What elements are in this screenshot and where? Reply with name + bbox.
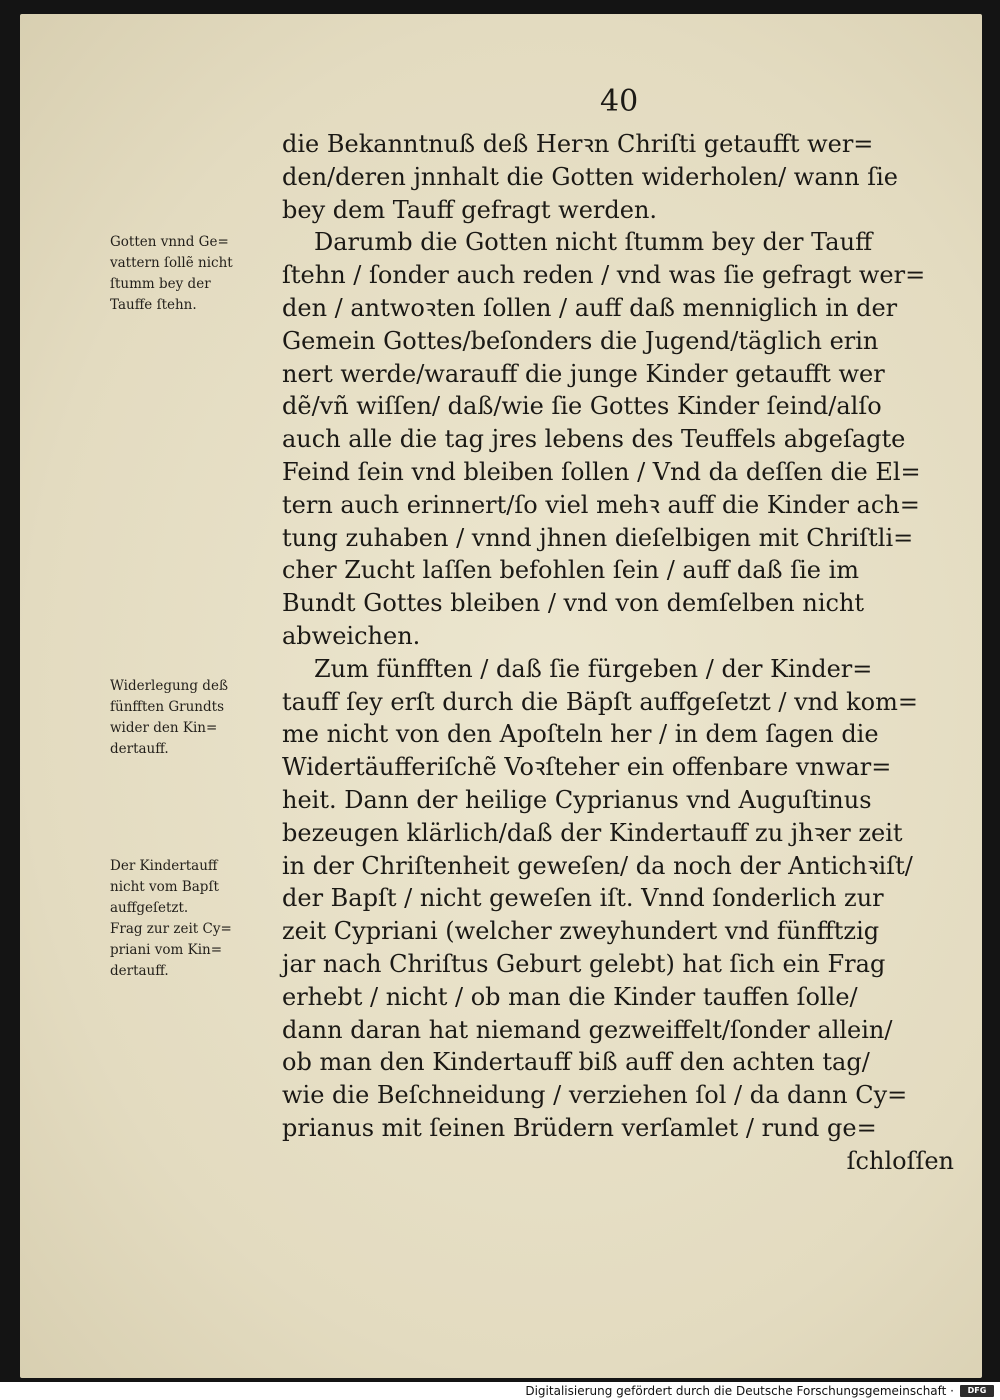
margin-note-line: ſtumm bey der (110, 276, 211, 292)
text-line: erhebt / nicht / ob man die Kinder tauffen ſolle/ (282, 982, 858, 1011)
margin-note-line: vattern ſollẽ nicht (110, 255, 233, 271)
text-line: Bundt Gottes bleiben / vnd von demſelben nicht (282, 589, 865, 618)
margin-note-godparents (110, 232, 288, 316)
funding-credit: Digitalisierung gefördert durch die Deutsche Forschungsgemeinschaft · (525, 1384, 954, 1398)
margin-note-line: Gotten vnnd Ge= (110, 234, 229, 250)
text-line: tern auch erinnert/ſo viel mehꝛ auff die Kinder ach= (282, 490, 920, 519)
text-line: Zum fünfften / daß ſie fürgeben / der Kinder= (314, 654, 873, 683)
text-line: jar nach Chriſtus Geburt gelebt) hat ſich ein Frag (282, 949, 886, 978)
margin-note-line: dertauff. (110, 963, 169, 979)
text-line: Feind ſein vnd bleiben ſollen / Vnd da deſſen die El= (282, 457, 921, 486)
margin-note-line: nicht vom Bapſt (110, 879, 219, 895)
dfg-logo-icon: DFG (960, 1385, 994, 1397)
margin-note-infant-baptism (110, 856, 288, 982)
text-line: der Bapſt / nicht geweſen iſt. Vnnd ſonderlich zur (282, 884, 884, 913)
text-line: bey dem Tauff gefragt werden. (282, 195, 658, 224)
text-line: Widertäufferiſchẽ Voꝛſteher ein offenbare vnwar= (282, 753, 892, 782)
text-line: den / antwoꝛten ſollen / auff daß menniglich in der (282, 293, 898, 322)
margin-note-line: auffgeſetzt. (110, 900, 189, 916)
text-line: tung zuhaben / vnnd jhnen dieſelbigen mit Chriſtli= (282, 523, 914, 552)
text-line: wie die Beſchneidung / verziehen ſol / da dann Cy= (282, 1081, 908, 1110)
text-line: prianus mit ſeinen Brüdern verſamlet / rund ge= (282, 1113, 877, 1142)
margin-note-line: Der Kindertauff (110, 858, 218, 874)
text-line: Gemein Gottes/beſonders die Jugend/täglich erin (282, 326, 879, 355)
catchword: ſchloſſen (846, 1146, 954, 1175)
text-line: Darumb die Gotten nicht ſtumm bey der Tauff (314, 228, 873, 257)
margin-note-line: wider den Kin= (110, 720, 218, 736)
margin-note-line: Widerlegung deß (110, 678, 228, 694)
text-line: bezeugen klärlich/daß der Kindertauff zu jhꝛer zeit (282, 818, 903, 847)
text-line: tauff ſey erſt durch die Bäpſt auffgeſetzt / vnd kom= (282, 687, 918, 716)
text-line: dẽ/vñ wiſſen/ daß/wie ſie Gottes Kinder ſeind/alſo (282, 392, 882, 421)
main-text-block (282, 128, 962, 1178)
text-line: ob man den Kindertauff biß auff den achten tag/ (282, 1048, 870, 1077)
page-number: 40 (600, 84, 639, 119)
text-line: me nicht von den Apoſteln her / in dem ſagen die (282, 720, 879, 749)
digitization-footer (0, 1382, 1000, 1400)
text-line: heit. Dann der heilige Cyprianus vnd Auguſtinus (282, 785, 872, 814)
text-line: in der Chriſtenheit geweſen/ da noch der Antichꝛiſt/ (282, 851, 913, 880)
text-line: zeit Cypriani (welcher zweyhundert vnd fünfftzig (282, 917, 880, 946)
text-line: die Bekanntnuß deß Herꝛn Chriſti getaufft wer= (282, 130, 874, 158)
margin-note-line: dertauff. (110, 741, 169, 757)
margin-note-line: Tauffe ſtehn. (110, 297, 197, 313)
text-line: nert werde/warauff die junge Kinder getaufft wer (282, 359, 885, 388)
text-line: cher Zucht laſſen befohlen ſein / auff daß ſie im (282, 556, 860, 585)
margin-note-refutation (110, 676, 288, 760)
margin-note-line: Frag zur zeit Cy= (110, 921, 232, 937)
text-line: auch alle die tag jres lebens des Teuffels abgeſagte (282, 425, 906, 454)
margin-note-line: priani vom Kin= (110, 942, 223, 958)
text-line: dann daran hat niemand gezweiffelt/ſonder allein/ (282, 1015, 893, 1044)
margin-note-line: fünfften Grundts (110, 699, 224, 715)
text-line: den/deren jnnhalt die Gotten widerholen/ wann ſie (282, 162, 898, 191)
text-line: ſtehn / ſonder auch reden / vnd was ſie gefragt wer= (282, 261, 926, 290)
text-line: abweichen. (282, 621, 421, 650)
